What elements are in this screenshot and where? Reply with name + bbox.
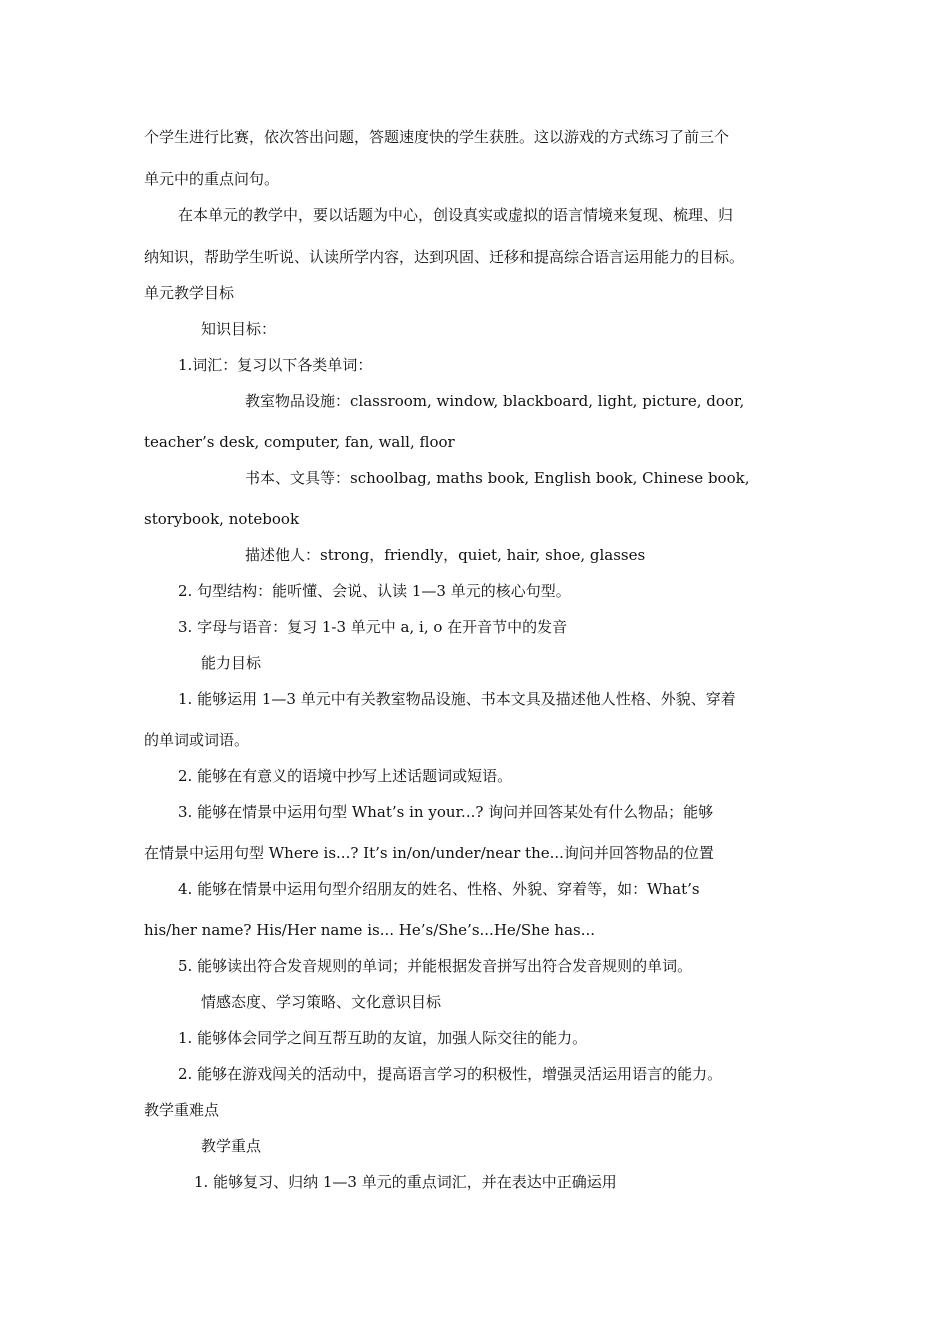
describe-words-line: 描述他人：strong，friendly，quiet, hair, shoe, glasses [245, 546, 646, 564]
knowledge-item-3: 3. 字母与语音：复习 1-3 单元中 a, i, o 在开音节中的发音 [178, 618, 568, 636]
ability-item-1-line-2: 的单词或词语。 [144, 731, 250, 749]
key-points-item-1: 1. 能够复习、归纳 1—3 单元的重点词汇，并在表达中正确运用 [194, 1173, 617, 1191]
ability-item-3-line-2: 在情景中运用句型 Where is...? It’s in/on/under/near the...询问并回答物品的位置 [144, 844, 714, 862]
ability-item-4-line-2: his/her name? His/Her name is... He’s/She’s...He/She has... [144, 921, 596, 939]
ability-item-1-line-1: 1. 能够运用 1—3 单元中有关教室物品设施、书本文具及描述他人性格、外貌、穿着 [178, 690, 736, 708]
ability-goals-heading: 能力目标 [201, 654, 262, 672]
knowledge-goals-heading: 知识目标： [201, 320, 277, 338]
intro-line-4: 纳知识，帮助学生听说、认读所学内容，达到巩固、迁移和提高综合语言运用能力的目标。 [144, 248, 745, 266]
ability-item-3-line-1: 3. 能够在情景中运用句型 What’s in your...? 询问并回答某处有什么物品；能够 [178, 803, 714, 821]
classroom-words-line-2: teacher’s desk, computer, fan, wall, floor [144, 433, 455, 451]
ability-item-5: 5. 能够读出符合发音规则的单词；并能根据发音拼写出符合发音规则的单词。 [178, 957, 693, 975]
unit-goals-heading: 单元教学目标 [144, 284, 235, 302]
ability-item-2: 2. 能够在有意义的语境中抄写上述话题词或短语。 [178, 767, 513, 785]
ability-item-4-line-1: 4. 能够在情景中运用句型介绍朋友的姓名、性格、外貌、穿着等，如：What’s [178, 880, 700, 898]
affect-goals-heading: 情感态度、学习策略、文化意识目标 [201, 993, 442, 1011]
intro-line-2: 单元中的重点问句。 [144, 170, 280, 188]
vocab-title: 1.词汇：复习以下各类单词： [178, 356, 373, 374]
key-points-sub-heading: 教学重点 [201, 1137, 262, 1155]
affect-item-1: 1. 能够体会同学之间互帮互助的友谊，加强人际交往的能力。 [178, 1029, 588, 1047]
knowledge-item-2: 2. 句型结构：能听懂、会说、认读 1—3 单元的核心句型。 [178, 582, 571, 600]
intro-line-3: 在本单元的教学中，要以话题为中心，创设真实或虚拟的语言情境来复现、梳理、归 [178, 206, 734, 224]
key-points-heading: 教学重难点 [144, 1101, 220, 1119]
books-words-line-1: 书本、文具等：schoolbag, maths book, English book, Chinese book, [245, 469, 750, 487]
intro-line-1: 个学生进行比赛，依次答出问题，答题速度快的学生获胜。这以游戏的方式练习了前三个 [144, 128, 730, 146]
books-words-line-2: storybook, notebook [144, 510, 300, 528]
affect-item-2: 2. 能够在游戏闯关的活动中，提高语言学习的积极性，增强灵活运用语言的能力。 [178, 1065, 723, 1083]
classroom-words-line-1: 教室物品设施：classroom, window, blackboard, light, picture, door, [245, 392, 745, 410]
